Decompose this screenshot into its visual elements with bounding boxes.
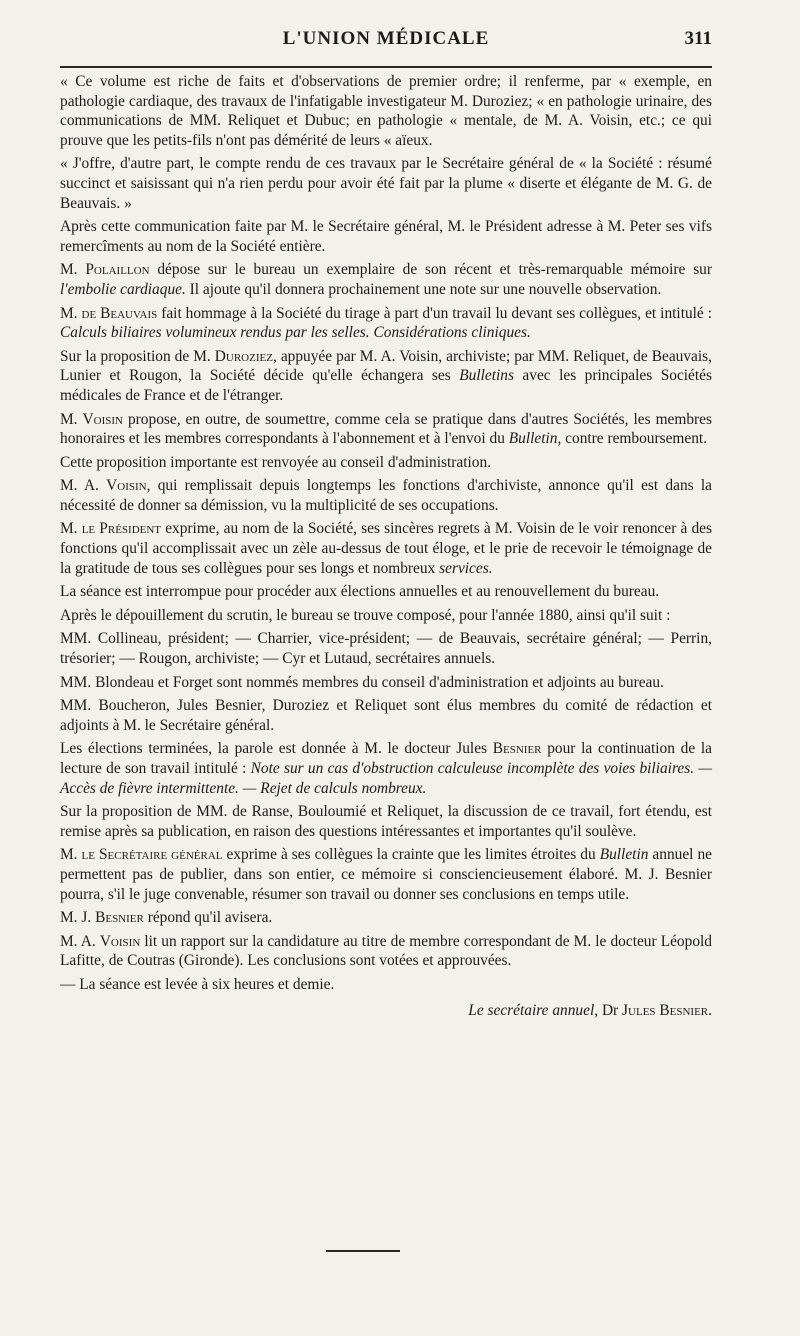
text-run: Les élections terminées, la parole est donnée à M. le docteur Jules	[60, 740, 493, 758]
small-caps-run: Voisin	[99, 932, 141, 950]
page-number: 311	[684, 28, 712, 49]
text-run: , appuyée par M. A. Voisin, archiviste; par MM. Reliquet, de Beauvais, Lunier et Rougon, la Société décide qu'elle échangera ses	[60, 347, 712, 385]
text-run: M.	[60, 304, 82, 322]
italic-run: Note sur un cas d'obstruction calculeuse incomplète des voies biliaires. — Accès de fièvre intermittente. — Rejet de calculs nombreux.	[60, 760, 713, 797]
text-run: fait hommage à la Société du tirage à part d'un travail lu devant ses collègues, et intitulé :	[157, 304, 712, 322]
small-caps-run: Polaillon	[85, 261, 150, 279]
text-run: M. A.	[60, 932, 100, 950]
text-run: avec les principales Sociétés médicales de France et de l'étranger.	[60, 367, 712, 404]
text-run: Après le dépouillement du scrutin, le bureau se trouve composé, pour l'année 1880, ainsi qu'il suit :	[60, 606, 671, 624]
small-caps-run: Duroziez	[214, 347, 273, 365]
small-caps-run: le Président	[81, 520, 162, 538]
text-run: exprime, au nom de la Société, ses sincères regrets à M. Voisin de le voir renoncer à des fonctions qu'il accomplissait avec un zèle au-dessus de tout éloge, et le prie de recevoir le témoignage de la gratitude de tous ses collègues pour ses longs et nombreux	[60, 520, 712, 577]
paragraph	[60, 739, 712, 798]
paragraph	[60, 72, 712, 150]
small-caps-run: de Beauvais	[81, 304, 158, 322]
italic-run: Bulletins	[459, 367, 514, 385]
italic-run: services.	[439, 559, 493, 577]
text-run: M.	[60, 261, 86, 279]
text-run: M.	[60, 846, 82, 864]
small-caps-run: Besnier	[492, 740, 542, 758]
text-run: exprime à ses collègues la crainte que les limites étroites du	[222, 846, 600, 864]
signature	[60, 1001, 712, 1021]
paragraph	[60, 347, 712, 406]
paragraph	[60, 802, 712, 841]
italic-run: Calculs biliaires volumineux rendus par les selles. Considérations cliniques.	[60, 324, 531, 342]
journal-title: L'UNION MÉDICALE	[282, 28, 490, 49]
text-run: Cette proposition importante est renvoyée au conseil d'administration.	[60, 453, 492, 471]
text-run: M.	[60, 410, 83, 428]
text-run: Sur la proposition de MM. de Ranse, Bouloumié et Reliquet, la discussion de ce travail, fort étendu, est remise après sa publication, en raison des questions intéressantes et importantes qu'il soulève.	[60, 803, 712, 840]
paragraph	[60, 582, 712, 602]
signature-prefix: Le secrétaire annuel,	[468, 1001, 599, 1019]
text-run: MM. Boucheron, Jules Besnier, Duroziez et Reliquet sont élus membres du comité de rédaction et adjoints à M. le Secrétaire général.	[60, 697, 712, 734]
paragraph	[60, 410, 712, 449]
italic-run: l'embolie cardiaque.	[60, 280, 186, 298]
small-caps-run: Voisin	[106, 477, 147, 495]
text-run: M. J.	[60, 909, 96, 927]
paragraph	[60, 932, 712, 971]
paragraph	[60, 629, 712, 668]
italic-run: Bulletin,	[508, 430, 562, 448]
paragraph	[60, 217, 712, 256]
paragraph	[60, 453, 712, 473]
signature-title: Dr	[601, 1001, 619, 1019]
text-run: , qui remplissait depuis longtemps les fonctions d'archiviste, annonce qu'il est dans la nécessité de donner sa démission, vu la multiplicité de ses occupations.	[60, 477, 712, 514]
paragraph	[60, 975, 712, 995]
paragraph	[60, 154, 712, 213]
text-run: pour la continuation de la lecture de son travail intitulé :	[60, 740, 712, 777]
paragraph	[60, 696, 712, 735]
paragraph	[60, 606, 712, 626]
italic-run: Bulletin	[599, 846, 649, 864]
text-run: annuel ne permettent pas de publier, dans son entier, ce mémoire si consciencieusement élaboré. M. J. Besnier pourra, s'il le juge convenable, résumer son travail ou donner ses conclusions en temps utile.	[60, 846, 712, 903]
paragraph	[60, 304, 712, 343]
text-run: Il ajoute qu'il donnera prochainement une note sur une nouvelle observation.	[185, 280, 662, 298]
signature-name: Jules Besnier.	[622, 1001, 712, 1019]
page-header	[60, 28, 712, 56]
article-body	[60, 72, 712, 1024]
small-caps-run: le Secrétaire général	[81, 846, 223, 864]
text-run: contre remboursement.	[561, 430, 708, 448]
small-caps-run: Voisin	[82, 410, 123, 428]
text-run: dépose sur le bureau un exemplaire de son récent et très-remarquable mémoire sur	[149, 261, 712, 279]
text-run: lit un rapport sur la candidature au titre de membre correspondant de M. le docteur Léopold Lafitte, de Coutras (Gironde). Les conclusions sont votées et approuvées.	[60, 932, 712, 970]
text-run: « Ce volume est riche de faits et d'observations de premier ordre; il renferme, par « exemple, en pathologie cardiaque, des travaux de l'infatigable investigateur M. Duroziez; « en pathologie urinaire, des communications de MM. Reliquet et Dubuc; en pathologie « mentale, de M. A. Voisin, etc.; ce qui prouve que les petits-fils n'ont pas démérité de leurs « aïeux.	[60, 73, 712, 149]
text-run: MM. Blondeau et Forget sont nommés membres du conseil d'administration et adjoints au bureau.	[60, 673, 664, 691]
header-rule	[60, 66, 712, 68]
paragraph	[60, 908, 712, 928]
text-run: Après cette communication faite par M. le Secrétaire général, M. le Président adresse à M. Peter ses vifs remercîments au nom de la Société entière.	[60, 218, 712, 255]
text-run: La séance est interrompue pour procéder aux élections annuelles et au renouvellement du bureau.	[60, 583, 660, 601]
paragraph	[60, 673, 712, 693]
text-run: M. A.	[60, 477, 107, 495]
text-run: Sur la proposition de M.	[60, 347, 215, 365]
paragraph	[60, 519, 712, 578]
end-rule	[326, 1250, 400, 1252]
text-run: MM. Collineau, président; — Charrier, vice-président; — de Beauvais, secrétaire général; — Perrin, trésorier; — Rougon, archiviste; — Cyr et Lutaud, secrétaires annuels.	[60, 630, 712, 668]
text-run: « J'offre, d'autre part, le compte rendu de ces travaux par le Secrétaire général de « la Société : résumé succinct et saisissant qui n'a rien perdu pour avoir été fait par la plume « diserte et élégante de M. G. de Beauvais. »	[60, 155, 712, 212]
text-run: répond qu'il avisera.	[143, 909, 273, 927]
paragraph	[60, 476, 712, 515]
paragraph	[60, 260, 712, 299]
text-run: propose, en outre, de soumettre, comme cela se pratique dans d'autres Sociétés, les membres honoraires et les membres correspondants à l'abonnement et à l'envoi du	[60, 410, 712, 448]
paragraph	[60, 845, 712, 904]
small-caps-run: Besnier	[95, 909, 144, 927]
text-run: M.	[60, 520, 82, 538]
text-run: — La séance est levée à six heures et demie.	[60, 975, 335, 993]
